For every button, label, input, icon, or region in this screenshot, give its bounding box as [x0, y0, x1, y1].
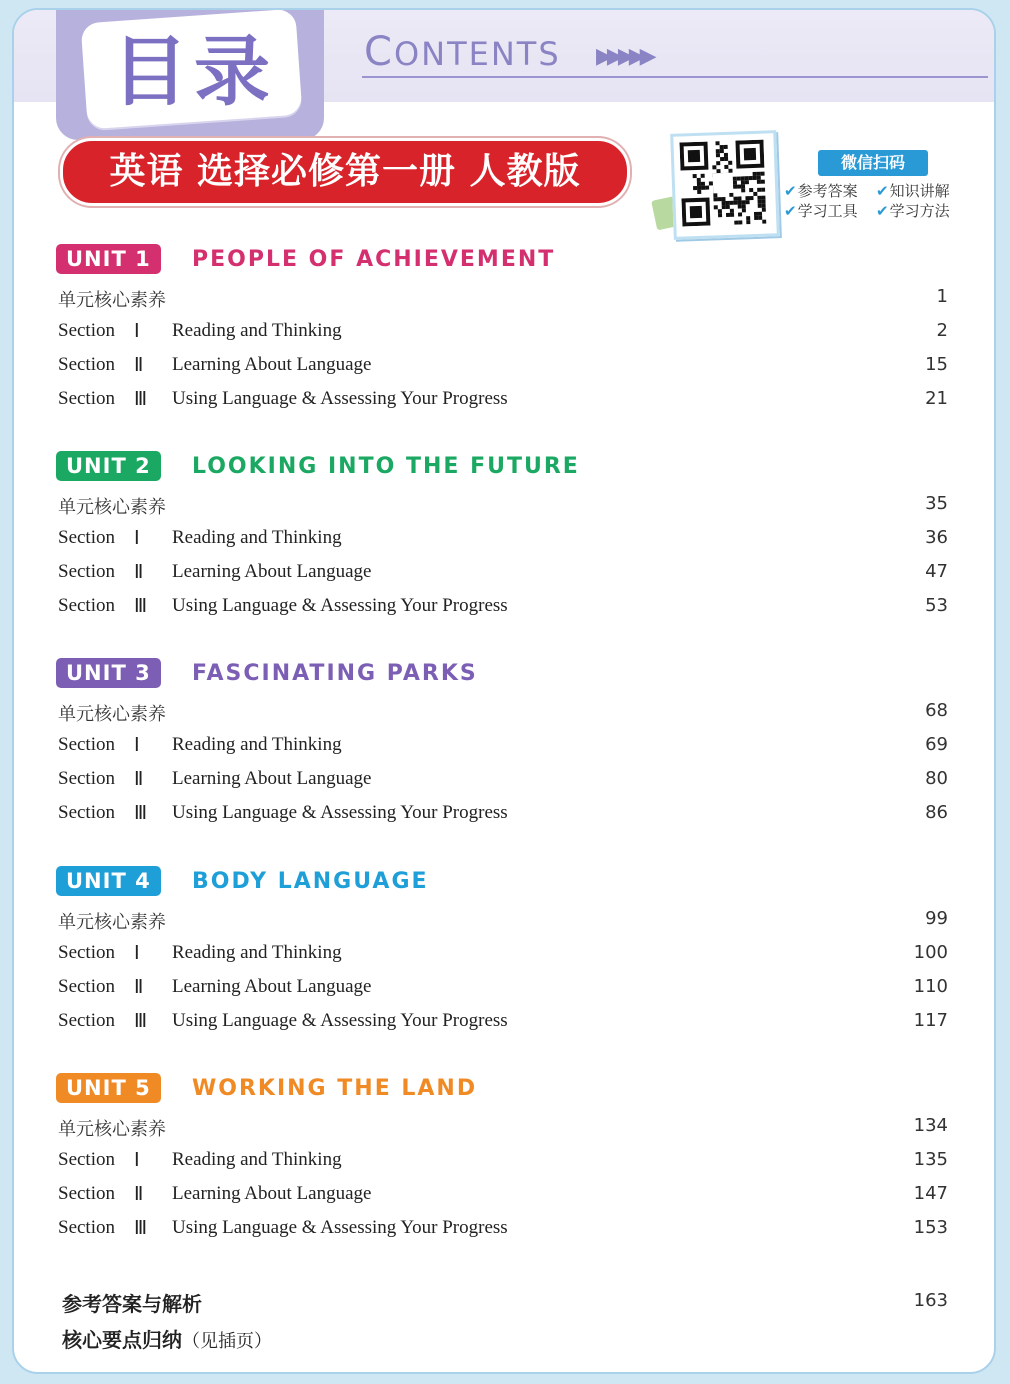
section-label: Section	[58, 561, 115, 582]
unit-title: LOOKING INTO THE FUTURE	[192, 454, 580, 479]
toc-row-section[interactable]	[14, 1217, 994, 1247]
section-number: Ⅰ	[134, 528, 140, 549]
page-number: 1	[936, 286, 948, 307]
toc-row-core[interactable]	[14, 1115, 994, 1145]
section-title: Reading and Thinking	[172, 527, 342, 548]
page-number: 100	[913, 942, 948, 963]
qr-code-icon	[679, 140, 766, 227]
section-title: Learning About Language	[172, 561, 372, 582]
page-number: 53	[925, 595, 948, 616]
section-title: Learning About Language	[172, 354, 372, 375]
page-number: 99	[925, 908, 948, 929]
section-number: Ⅱ	[134, 769, 144, 790]
feature-methods: ✔学习方法	[876, 202, 950, 220]
section-number: Ⅱ	[134, 355, 144, 376]
toc-row-section[interactable]	[14, 802, 994, 832]
contents-page	[12, 8, 996, 1374]
section-number: Ⅲ	[134, 389, 148, 410]
section-number: Ⅰ	[134, 735, 140, 756]
section-label: Section	[58, 595, 115, 616]
section-label: Section	[58, 388, 115, 409]
feature-answers: ✔参考答案	[784, 182, 858, 200]
core-label: 单元核心素养	[58, 704, 166, 725]
section-title: Reading and Thinking	[172, 942, 342, 963]
section-label: Section	[58, 1149, 115, 1170]
unit-badge: UNIT 2	[56, 451, 161, 481]
page-number: 110	[913, 976, 948, 997]
toc-row-section[interactable]	[14, 388, 994, 418]
unit-badge: UNIT 5	[56, 1073, 161, 1103]
feature-explain: ✔知识讲解	[876, 182, 950, 200]
page-number: 80	[925, 768, 948, 789]
section-title: Using Language & Assessing Your Progress	[172, 1217, 508, 1238]
section-label: Section	[58, 320, 115, 341]
section-label: Section	[58, 734, 115, 755]
section-label: Section	[58, 1183, 115, 1204]
section-label: Section	[58, 527, 115, 548]
toc-row-core[interactable]	[14, 493, 994, 523]
toc-row-section[interactable]	[14, 942, 994, 972]
page-number: 135	[913, 1149, 948, 1170]
toc-row-core[interactable]	[14, 286, 994, 316]
section-number: Ⅱ	[134, 977, 144, 998]
core-label: 单元核心素养	[58, 912, 166, 933]
section-number: Ⅲ	[134, 596, 148, 617]
section-number: Ⅱ	[134, 562, 144, 583]
page-number: 69	[925, 734, 948, 755]
section-number: Ⅰ	[134, 943, 140, 964]
page-title-cn: 目录	[112, 27, 276, 116]
check-icon: ✔	[876, 182, 889, 200]
toc-row-section[interactable]	[14, 320, 994, 350]
section-title: Reading and Thinking	[172, 320, 342, 341]
section-title: Using Language & Assessing Your Progress	[172, 1010, 508, 1031]
section-title: Using Language & Assessing Your Progress	[172, 595, 508, 616]
page-number: 86	[925, 802, 948, 823]
core-label: 单元核心素养	[58, 290, 166, 311]
unit-title: FASCINATING PARKS	[192, 661, 478, 686]
section-label: Section	[58, 1010, 115, 1031]
page-number: 68	[925, 700, 948, 721]
toc-row-section[interactable]	[14, 1010, 994, 1040]
qr-block	[654, 128, 784, 236]
page-number: 153	[913, 1217, 948, 1238]
toc-row-section[interactable]	[14, 1183, 994, 1213]
page-number: 147	[913, 1183, 948, 1204]
unit-title: PEOPLE OF ACHIEVEMENT	[192, 247, 556, 272]
title-en-rest: ONTENTS	[393, 35, 561, 73]
section-title: Learning About Language	[172, 976, 372, 997]
page-number: 15	[925, 354, 948, 375]
page-number: 117	[913, 1010, 948, 1031]
section-title: Learning About Language	[172, 768, 372, 789]
unit-badge: UNIT 3	[56, 658, 161, 688]
section-title: Learning About Language	[172, 1183, 372, 1204]
section-number: Ⅰ	[134, 321, 140, 342]
core-label: 单元核心素养	[58, 497, 166, 518]
arrows-icon: ▶▶▶▶▶	[596, 44, 651, 69]
section-label: Section	[58, 354, 115, 375]
unit-title: WORKING THE LAND	[192, 1076, 478, 1101]
unit-badge: UNIT 4	[56, 866, 161, 896]
scan-badge: 微信扫码	[818, 150, 928, 176]
title-divider	[362, 76, 988, 78]
section-label: Section	[58, 768, 115, 789]
toc-row-section[interactable]	[14, 734, 994, 764]
section-label: Section	[58, 976, 115, 997]
section-number: Ⅲ	[134, 803, 148, 824]
toc-row-section[interactable]	[14, 1149, 994, 1179]
section-number: Ⅲ	[134, 1218, 148, 1239]
toc-row-core[interactable]	[14, 700, 994, 730]
page-number: 36	[925, 527, 948, 548]
check-icon: ✔	[876, 202, 889, 220]
section-title: Using Language & Assessing Your Progress	[172, 802, 508, 823]
toc-row-section[interactable]	[14, 354, 994, 384]
section-label: Section	[58, 1217, 115, 1238]
toc-row-section[interactable]	[14, 768, 994, 798]
toc-row-section[interactable]	[14, 595, 994, 625]
summary-entry[interactable]: 核心要点归纳（见插页）	[62, 1328, 272, 1352]
toc-row-core[interactable]	[14, 908, 994, 938]
feature-tools: ✔学习工具	[784, 202, 858, 220]
section-label: Section	[58, 942, 115, 963]
unit-title: BODY LANGUAGE	[192, 869, 429, 894]
section-title: Reading and Thinking	[172, 734, 342, 755]
book-banner: 英语 选择必修第一册 人教版	[60, 138, 630, 206]
page-number: 35	[925, 493, 948, 514]
toc-row-section[interactable]	[14, 561, 994, 591]
section-title: Reading and Thinking	[172, 1149, 342, 1170]
toc-row-section[interactable]	[14, 527, 994, 557]
answers-entry[interactable]: 参考答案与解析	[62, 1292, 202, 1316]
answers-page: 163	[913, 1290, 948, 1311]
page-number: 21	[925, 388, 948, 409]
page-number: 134	[913, 1115, 948, 1136]
section-label: Section	[58, 802, 115, 823]
qr-code[interactable]	[670, 130, 780, 240]
section-number: Ⅱ	[134, 1184, 144, 1205]
toc-row-section[interactable]	[14, 976, 994, 1006]
page-number: 47	[925, 561, 948, 582]
title-en-initial: C	[364, 29, 394, 75]
page-title-en	[364, 29, 561, 75]
check-icon: ✔	[784, 182, 797, 200]
unit-badge: UNIT 1	[56, 244, 161, 274]
core-label: 单元核心素养	[58, 1119, 166, 1140]
page-number: 2	[936, 320, 948, 341]
check-icon: ✔	[784, 202, 797, 220]
section-number: Ⅲ	[134, 1011, 148, 1032]
section-number: Ⅰ	[134, 1150, 140, 1171]
section-title: Using Language & Assessing Your Progress	[172, 388, 508, 409]
